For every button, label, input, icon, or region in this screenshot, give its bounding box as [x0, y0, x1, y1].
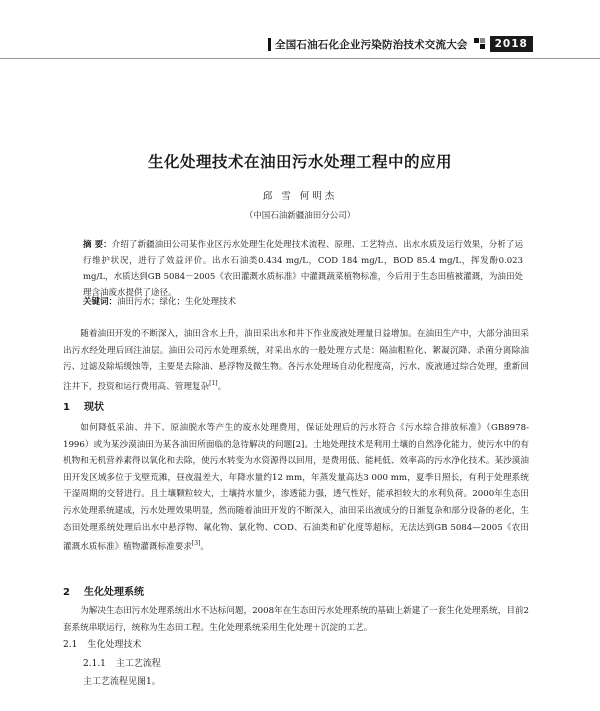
- header-rule: [0, 58, 600, 59]
- abstract: [83, 237, 523, 301]
- section-1-heading: [63, 398, 104, 413]
- section-2-1-title: 生化处理技术: [87, 640, 142, 650]
- section-1-text: 如何降低采油、井下、原油脱水等产生的废水处理费用，保证处理后的污水符合《污水综合排放标准》（GB8978-1996）或为某沙漠油田为某各油田所面临的急待解决的问题[2]。土地处理技术是利用土壤的自然净化能力，使污水中的有机物和无机营养素得以氧化和去除，使污水转变为水资源得以回用，是费用低、能耗低、效率高的污水净化技术。某沙漠油田开发区域多位于戈壁荒滩，昼夜温差大，年降水量约12 mm，年蒸发量高达3 000 mm，夏季日照长，有利于处理系统干湿周期的交替进行。且土壤颗粒较大，土壤持水量少，渗透能力强，透气性好，能承担较大的水利负荷。2000年生态田污水处理系统建成，污水处理效果明显，然而随着油田开发的不断深入，油田采出液成分的日渐复杂和部分设备的老化，生态田处理系统处理后出水中悬浮物、氟化物、氯化物、COD、石油类和矿化度等超标，无法达到GB 5084—2005《农田灌溉水质标准》植物灌溉标准要求: [63, 423, 529, 553]
- section-2-1-1-heading: [83, 656, 161, 669]
- section-1-paragraph: [63, 420, 529, 556]
- keywords: [83, 295, 523, 307]
- intro-citation: [1]: [209, 379, 218, 387]
- section-2-1-1-text: 主工艺流程见图1。: [83, 677, 161, 687]
- section-2-1-heading: [63, 637, 141, 650]
- section-2-heading: [63, 583, 144, 598]
- paper-title: 生化处理技术在油田污水处理工程中的应用: [147, 153, 452, 171]
- conference-name: 全国石油石化企业污染防治技术交流大会: [275, 38, 468, 51]
- section-2-1-number: 2.1: [63, 640, 78, 650]
- section-1-title: 现状: [83, 402, 104, 413]
- intro-paragraph: [63, 326, 529, 395]
- section-1-citation: [3]: [191, 540, 201, 548]
- keywords-text: 油田污水；绿化；生化处理技术: [117, 297, 237, 307]
- section-2-1-1-title: 主工艺流程: [115, 659, 161, 669]
- section-1-number: 1: [63, 402, 70, 413]
- section-2-paragraph: 为解决生态田污水处理系统出水不达标问题，2008年在生态田污水处理系统的基础上新建了一套生化处理系统，目前2套系统串联运行，统称为生态田工程。生化处理系统采用生化处理＋沉淀的工艺。: [63, 606, 529, 633]
- section-2-number: 2: [63, 587, 70, 598]
- intro-end: 。: [217, 381, 227, 392]
- section-1-end: 。: [200, 542, 210, 553]
- section-2-1-1-number: 2.1.1: [83, 659, 106, 669]
- paper-affiliation: （中国石油新疆油田分公司）: [244, 211, 356, 221]
- section-2-title: 生化处理系统: [83, 587, 144, 598]
- conference-year: 2018: [490, 36, 533, 52]
- header-bar-icon: [268, 38, 271, 51]
- conference-header: [268, 34, 592, 54]
- abstract-label: 摘 要：: [83, 240, 112, 250]
- abstract-text: 介绍了新疆油田公司某作业区污水处理生化处理技术流程、原理、工艺特点、出水水质及运行效果，分析了运行维护状况，进行了效益评价。出水石油类0.434 mg/L，COD 184 mg/L，BOD 85.4 mg/L，挥发酚0.023 mg/L，水质达到GB 5084－2005《农田灌溉水质标准》中灌溉蔬菜植物标准，今后用于生态田植被灌溉，为油田处理含油废水提供了途径。: [83, 240, 523, 298]
- keywords-label: 关键词：: [83, 297, 118, 307]
- intro-text: 随着油田开发的不断深入，油田含水上升，油田采出水和井下作业废液处理量日益增加。在油田生产中，大部分油田采出污水经处理后回注油层。油田公司污水处理系统，对采出水的一般处理方式是：隔油粗粒化、絮凝沉降、杀菌分离除油污、过滤及除垢缓蚀等，主要是去除油、悬浮物及微生物。各污水处理场自动化程度高，污水、废液通过综合处理，重新回注井下，投资和运行费用高、管理复杂: [63, 329, 529, 392]
- paper-authors: 邱 雪 何明杰: [262, 191, 338, 202]
- checker-mark-icon: [474, 38, 486, 50]
